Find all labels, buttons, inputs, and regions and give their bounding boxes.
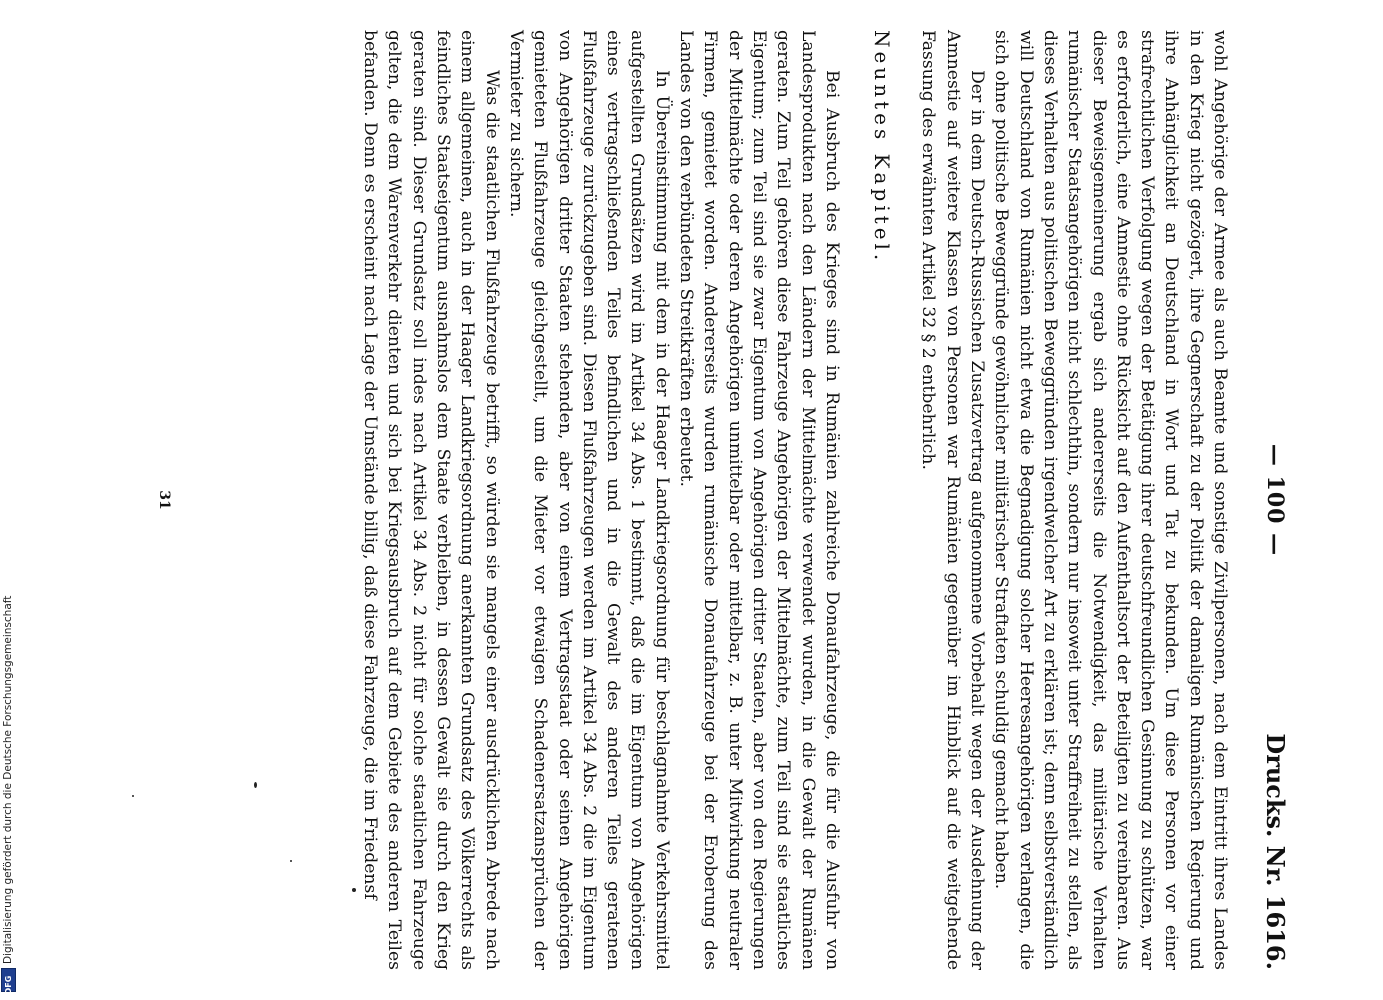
scan-speck bbox=[254, 782, 257, 788]
signature-mark: 31 bbox=[156, 490, 172, 510]
scan-speck bbox=[132, 795, 134, 797]
paragraph: Bei Ausbruch des Krieges sind in Rumänien zahlreiche Donaufahrzeuge, die für die Ausfuhr von Landesprodukten nach den Ländern der Mittelmächte verwendet wurden, in die Gewalt der Rumänen geraten. Zum Teil gehören diese Fahrzeuge Angehörigen der Mittelmächte, zum Teil sind sie staatliches Eigentum; zum Teil sind sie zwar Eigentum von Angehörigen dritter Staaten, aber von den Regierungen der Mittelmächte oder deren Angehörigen unmittelbar oder mittelbar, z. B. unter Mitwirkung neutraler Firmen, gemietet worden. Andererseits wurden rumänische Donaufahrzeuge bei der Eroberung des Landes von den verbündeten Streitkräften erbeutet. bbox=[676, 30, 842, 970]
scan-speck bbox=[290, 860, 292, 862]
body-text bbox=[358, 30, 1232, 970]
digitization-strip bbox=[0, 0, 18, 1000]
document-page bbox=[130, 30, 1290, 970]
dfg-logo-text: DFG bbox=[4, 975, 13, 995]
dfg-logo-icon bbox=[1, 968, 16, 995]
chapter-title: Neuntes Kapitel. bbox=[870, 30, 895, 265]
page-number: — 100 — bbox=[1262, 443, 1288, 557]
scan-speck bbox=[352, 888, 356, 892]
page-header bbox=[1250, 30, 1290, 970]
digitization-note: Digitalisierung gefördert durch die Deutsche Forschungsgemeinschaft bbox=[2, 595, 14, 964]
paragraph: wohl Angehörige der Armee als auch Beamte und sonstige Zivilpersonen, nach dem Eintritt ihres Landes in den Krieg nicht gezögert, ihre Gegnerschaft zu der Politik der damaligen Rumänischen Regierung und ihre Anhänglichkeit an Deutschland in Wort und Tat zu bekunden. Um diese Personen vor einer strafrechtlichen Verfolgung wegen der Betätigung ihrer deutschfreundlichen Gesinnung zu schützen, war es erforderlich, eine Amnestie ohne Rücksicht auf den Aufenthaltsort der Beteiligten zu vereinbaren. Aus dieser Beweisgemeinerung ergab sich andererseits die Notwendigkeit, das militärische Verhalten rumänischer Staatsangehörigen nicht schlechthin, sondern nur insoweit unter Straffreiheit zu stellen, als dieses Verhalten aus politischen Beweggründen irgendwelcher Art zu erklären ist; denn selbstverständlich will Deutschland von Rumänien nicht etwa die Begnadigung solcher Heeresangehörigen verlangen, die sich ohne politische Beweggründe gewöhnlicher militärischer Straftaten schuldig gemacht haben. bbox=[991, 30, 1230, 970]
paragraph: Was die staatlichen Flußfahrzeuge betrifft, so würden sie mangels einer ausdrücklichen Abrede nach einem allgemeinen, auch in der Haager Landkriegsordnung anerkannten Grundsatz des Völkerrechts als feindliches Staatseigentum ausnahmslos dem Staate verbleiben, in dessen Gewalt sie durch den Krieg geraten sind. Dieser Grundsatz soll indes nach Artikel 34 Abs. 2 nicht für solche staatlichen Fahrzeuge gelten, die dem Warenverkehr dienten und sich bei Kriegsausbruch auf dem Gebiete des anderen Teiles befanden. Denn es erscheint nach Lage der Umstände billig, daß diese Fahrzeuge, die im Friedensf bbox=[360, 30, 502, 970]
druck-label: Drucks. Nr. 1616. bbox=[1261, 733, 1290, 970]
paragraph: Der in dem Deutsch-Russischen Zusatzvertrag aufgenommene Vorbehalt wegen der Ausdehnung der Amnestie auf weitere Klassen von Personen war Rumänien gegenüber im Hinblick auf die weitgehende Fassung des erwähnten Artikel 32 § 2 entbehrlich. bbox=[918, 30, 988, 970]
paragraph: In Übereinstimmung mit dem in der Haager Landkriegsordnung für beschlagnahmte Verkehrsmittel aufgestellten Grundsätzen wird im Artikel 34 Abs. 1 bestimmt, daß die im Eigentum von Angehörigen eines vertragschließenden Teiles befindlichen und in die Gewalt des anderen Teiles geratenen Flußfahrzeuge zurückzugeben sind. Diesen Flußfahrzeugen werden im Artikel 34 Abs. 2 die im Eigentum von Angehörigen dritter Staaten stehenden, aber von einem Vertragsstaat oder seinen Angehörigen gemieteten Flußfahrzeuge gleichgestellt, um die Mieter vor etwaigen Schadenersatzansprüchen der Vermieter zu sichern. bbox=[505, 30, 672, 970]
